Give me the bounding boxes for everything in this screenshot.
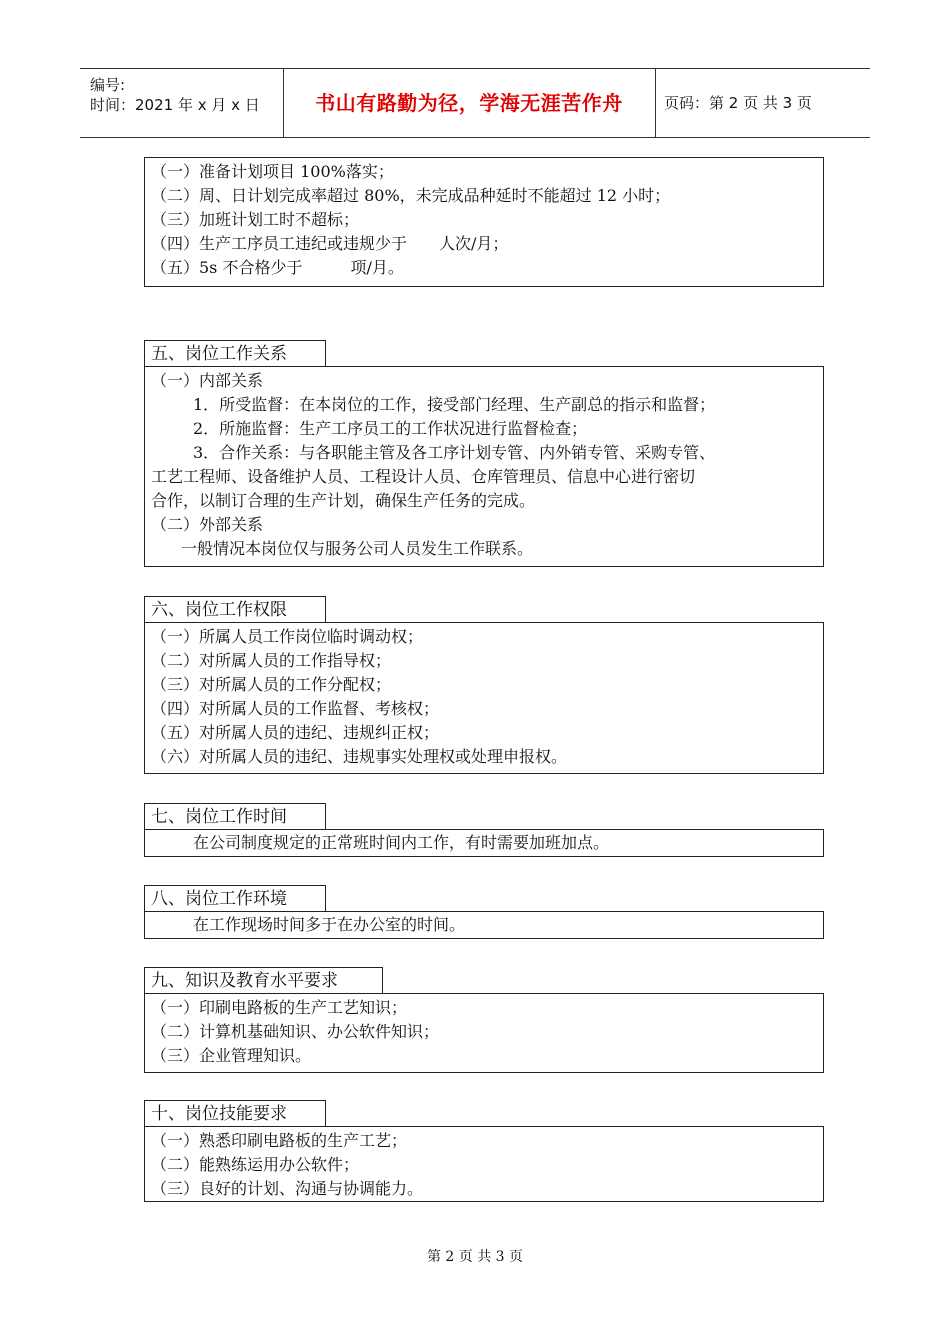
authority-item: （六）对所属人员的违纪、违规事实处理权或处理申报权。 (151, 747, 568, 766)
relations-subheading: （一）内部关系 (151, 371, 264, 390)
skill-item: （三）良好的计划、沟通与协调能力。 (151, 1179, 424, 1198)
knowledge-item: （一）印刷电路板的生产工艺知识； (151, 998, 408, 1017)
goal-item: （三）加班计划工时不超标； (151, 210, 360, 229)
header-divider (655, 69, 656, 137)
page-footer: 第 2 页 共 3 页 (426, 1249, 524, 1265)
relations-subheading: （二）外部关系 (151, 515, 264, 534)
goal-item: （二）周、日计划完成率超过 80%，未完成品种延时不能超过 12 小时； (151, 186, 671, 205)
relations-line: 工艺工程师、设备维护人员、工程设计人员、仓库管理员、信息中心进行密切 (151, 467, 696, 486)
section-title-work-environment: 八、岗位工作环境 (144, 885, 326, 911)
relations-line: 一般情况本岗位仅与服务公司人员发生工作联系。 (181, 539, 534, 558)
authority-item: （一）所属人员工作岗位临时调动权； (151, 627, 424, 646)
document-time-label: 时间：2021 年 x 月 x 日 (90, 96, 260, 114)
section-title-knowledge-requirements: 九、知识及教育水平要求 (144, 967, 383, 993)
header-motto: 书山有路勤为径，学海无涯苦作舟 (315, 91, 623, 115)
section-title-work-relations: 五、岗位工作关系 (144, 340, 326, 366)
work-time-text: 在公司制度规定的正常班时间内工作，有时需要加班加点。 (193, 833, 610, 852)
section-title-skill-requirements: 十、岗位技能要求 (144, 1100, 326, 1126)
knowledge-item: （二）计算机基础知识、办公软件知识； (151, 1022, 440, 1041)
knowledge-requirements-box (144, 993, 824, 1073)
work-relations-box (144, 366, 824, 567)
header-page-info: 页码：第 2 页 共 3 页 (664, 94, 812, 112)
relations-line: 合作，以制订合理的生产计划，确保生产任务的完成。 (151, 491, 536, 510)
goals-box (144, 157, 824, 287)
goal-item: （四）生产工序员工违纪或违规少于 人次/月； (151, 234, 509, 253)
section-title-work-time: 七、岗位工作时间 (144, 803, 326, 829)
work-authority-box (144, 622, 824, 774)
authority-item: （四）对所属人员的工作监督、考核权； (151, 699, 440, 718)
relations-line: 3．合作关系：与各职能主管及各工序计划专管、内外销专管、采购专管、 (193, 443, 716, 462)
skill-requirements-box (144, 1126, 824, 1202)
authority-item: （二）对所属人员的工作指导权； (151, 651, 392, 670)
relations-line: 1．所受监督：在本岗位的工作，接受部门经理、生产副总的指示和监督； (193, 395, 716, 414)
goal-item: （五）5s 不合格少于 项/月。 (151, 258, 404, 277)
page-header (80, 68, 870, 138)
skill-item: （一）熟悉印刷电路板的生产工艺； (151, 1131, 408, 1150)
relations-line: 2．所施监督：生产工序员工的工作状况进行监督检查； (193, 419, 588, 438)
work-environment-text: 在工作现场时间多于在办公室的时间。 (193, 915, 466, 934)
skill-item: （二）能熟练运用办公软件； (151, 1155, 360, 1174)
goal-item: （一）准备计划项目 100%落实； (151, 162, 394, 181)
section-title-work-authority: 六、岗位工作权限 (144, 596, 326, 622)
authority-item: （三）对所属人员的工作分配权； (151, 675, 392, 694)
authority-item: （五）对所属人员的违纪、违规纠正权； (151, 723, 440, 742)
work-environment-box (144, 911, 824, 939)
header-meta (90, 75, 260, 115)
knowledge-item: （三）企业管理知识。 (151, 1046, 312, 1065)
document-number-label: 编号: (90, 76, 126, 94)
work-time-box (144, 829, 824, 857)
